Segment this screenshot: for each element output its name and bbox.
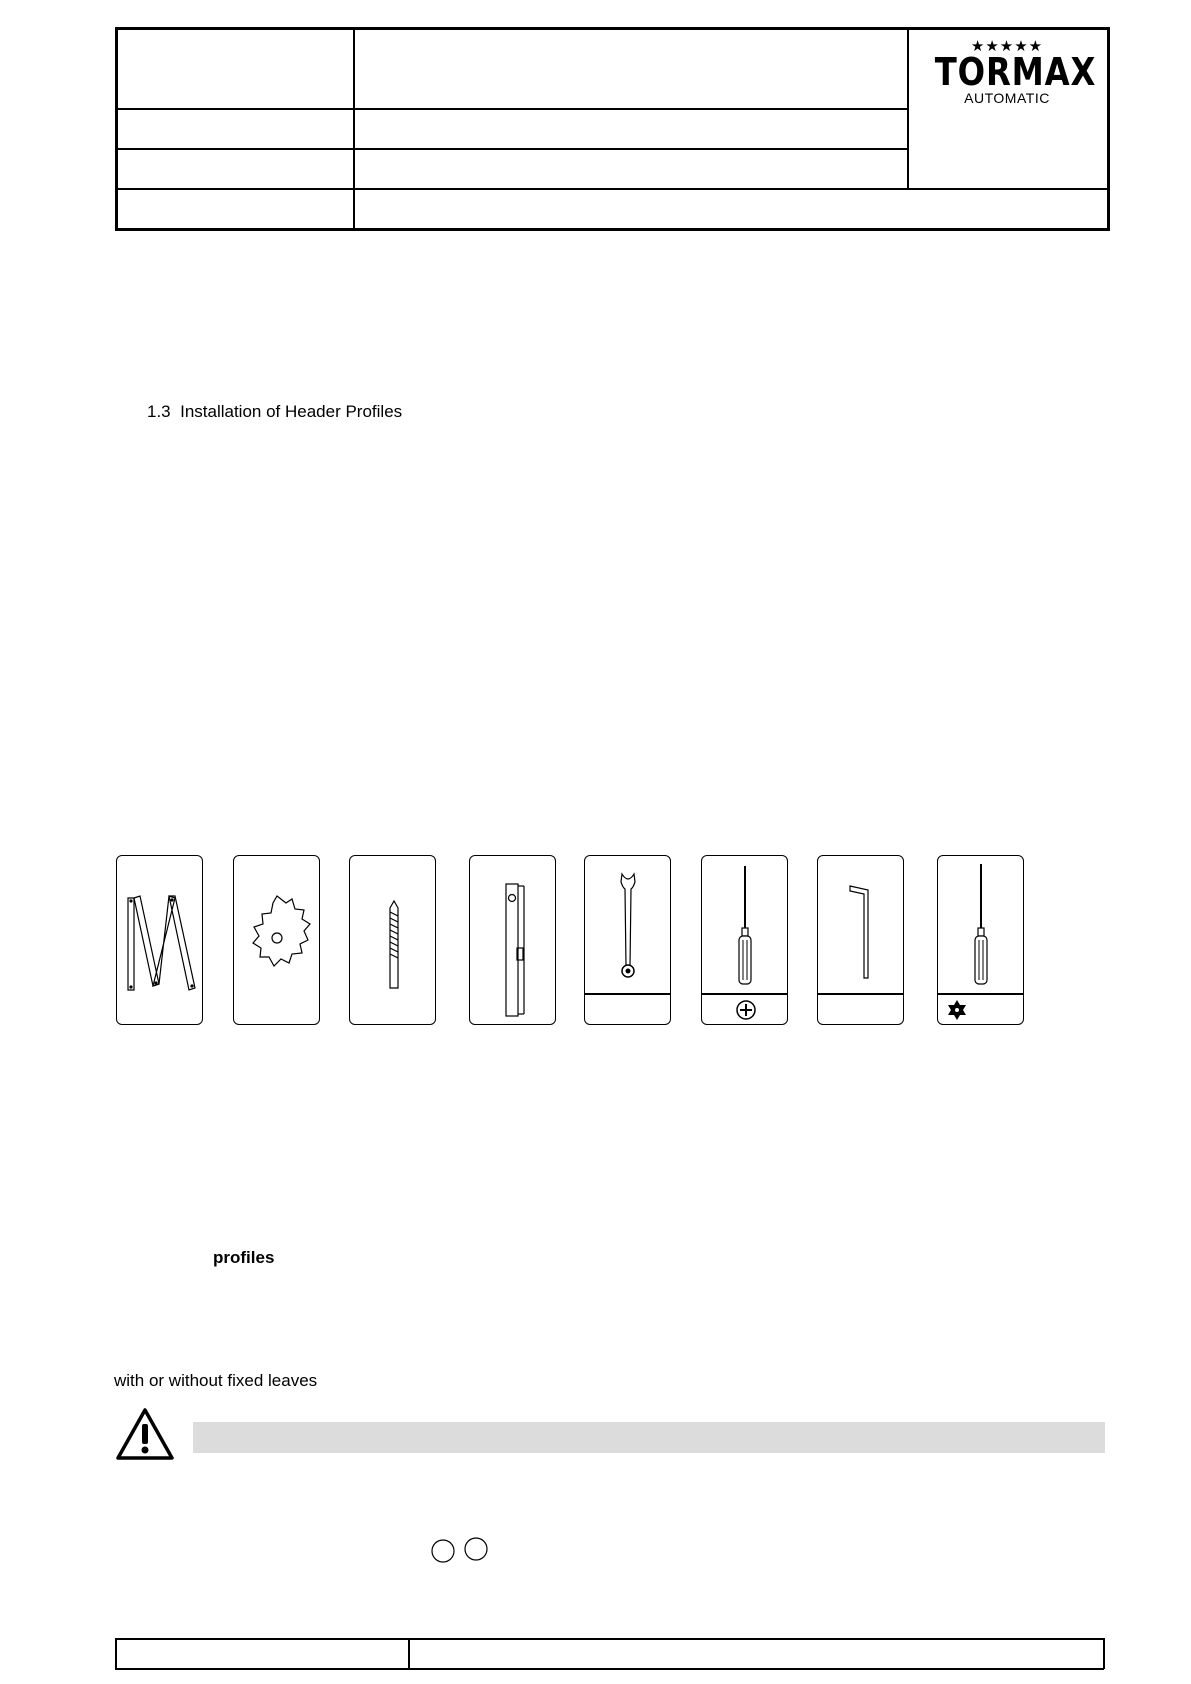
warning-icon (115, 1407, 175, 1461)
wrench-icon (585, 856, 672, 1026)
tool-card-folding-rule (116, 855, 203, 1025)
tool-card-drill-bit (349, 855, 436, 1025)
circular-saw-blade-icon (234, 856, 321, 1026)
tool-card-hex-key (817, 855, 904, 1025)
torx-head-icon (946, 999, 968, 1021)
tool-card-saw-blade (233, 855, 320, 1025)
reference-marker-2 (465, 1538, 487, 1560)
tormax-logo (922, 37, 1097, 118)
logo-stars: ★★★★★ (970, 37, 1044, 55)
section-heading (147, 402, 402, 422)
drill-bit-icon (350, 856, 437, 1026)
spirit-level-icon (470, 856, 557, 1026)
hex-key-icon (818, 856, 905, 1026)
folding-rule-icon (117, 856, 204, 1026)
fixed-leaves-text: with or without fixed leaves (114, 1371, 318, 1390)
warning-banner (193, 1422, 1105, 1453)
section-number: 1.3 (147, 402, 171, 421)
profiles-label: profiles (213, 1248, 275, 1267)
logo-brand: TORMAX (934, 50, 1097, 94)
phillips-head-icon (735, 999, 757, 1021)
tool-card-torx-screwdriver (937, 855, 1024, 1025)
logo-subtitle: AUTOMATIC (964, 90, 1050, 106)
section-title: Installation of Header Profiles (180, 402, 403, 421)
reference-markers (430, 1537, 492, 1565)
reference-marker-1 (432, 1540, 454, 1562)
tool-card-wrench (584, 855, 671, 1025)
tool-card-phillips-screwdriver (701, 855, 788, 1025)
tool-card-spirit-level (469, 855, 556, 1025)
